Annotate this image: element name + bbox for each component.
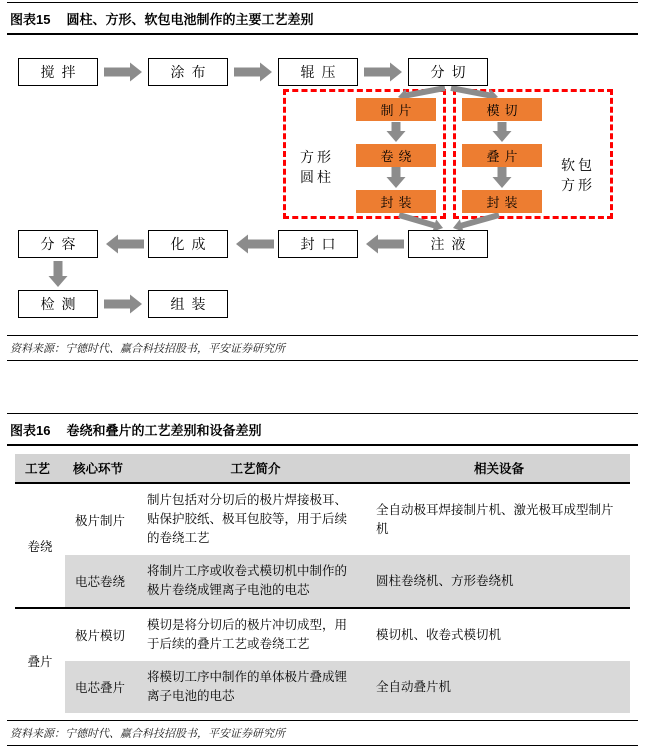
flow-node-stacking: 叠片 <box>462 144 542 167</box>
col-header-equipment: 相关设备 <box>368 454 630 483</box>
flow-node-encap-right: 封装 <box>462 190 542 213</box>
branch-label-line: 软包 <box>561 157 595 173</box>
table-row <box>15 555 630 608</box>
flow-node-inject: 注液 <box>408 230 488 258</box>
flow-node-tab-making: 制片 <box>356 98 436 121</box>
branch-label-line: 方形 <box>300 149 334 165</box>
flow-node-formation: 化成 <box>148 230 228 258</box>
cell-step: 极片模切 <box>75 629 126 643</box>
block-arrow-icon <box>387 167 406 188</box>
cell-equipment: 圆柱卷绕机、方形卷绕机 <box>368 555 630 608</box>
spacer <box>0 361 645 411</box>
figure16-tag: 图表16 <box>10 423 51 438</box>
flow-node-assembly: 组装 <box>148 290 228 318</box>
cell-step: 电芯叠片 <box>65 661 143 713</box>
cell-desc: 将模切工序中制作的单体极片叠成锂离子电池的电芯 <box>143 661 368 713</box>
process-flow-diagram <box>0 35 645 335</box>
figure16-title-bar <box>7 413 638 446</box>
cell-process-winding: 卷绕 <box>15 483 65 608</box>
block-arrow-icon <box>106 235 144 254</box>
branch-label-square-cylinder <box>292 147 342 187</box>
cell-equipment: 全自动叠片机 <box>368 661 630 713</box>
block-arrow-icon <box>366 235 404 254</box>
flow-node-roll: 辊压 <box>278 58 358 86</box>
col-header-process: 工艺 <box>15 454 65 483</box>
table-row <box>15 483 630 555</box>
report-page <box>0 2 645 740</box>
flow-node-seal: 封口 <box>278 230 358 258</box>
figure15-title-bar <box>7 2 638 35</box>
cell-step: 极片制片 <box>75 513 126 528</box>
block-arrow-icon <box>49 261 68 287</box>
col-header-intro: 工艺简介 <box>143 454 368 483</box>
figure15-tag: 图表15 <box>10 12 51 27</box>
block-arrow-icon <box>104 295 142 314</box>
block-arrow-icon <box>236 235 274 254</box>
cell-process-stacking: 叠片 <box>27 655 53 669</box>
figure16-source: 资料来源：宁德时代、赢合科技招股书，平安证券研究所 <box>7 720 638 746</box>
block-arrow-icon <box>493 167 512 188</box>
flow-node-coat: 涂布 <box>148 58 228 86</box>
cell-equipment: 模切机、收卷式模切机 <box>376 627 502 642</box>
table-row <box>15 608 630 661</box>
block-arrow-icon <box>493 122 512 142</box>
branch-label-pouch-square <box>553 155 603 195</box>
branch-label-line: 圆柱 <box>300 169 334 185</box>
flow-node-stir: 搅拌 <box>18 58 98 86</box>
table-row <box>15 661 630 713</box>
block-arrow-icon <box>234 63 272 82</box>
cell-equipment: 全自动极耳焊接制片机、激光极耳成型制片机 <box>376 502 614 536</box>
flow-node-grading: 分容 <box>18 230 98 258</box>
figure15-source: 资料来源：宁德时代、赢合科技招股书，平安证券研究所 <box>7 335 638 361</box>
block-arrow-icon <box>398 212 443 232</box>
col-header-core-step: 核心环节 <box>65 454 143 483</box>
process-comparison-table <box>15 454 630 713</box>
block-arrow-icon <box>387 122 406 142</box>
cell-desc: 制片包括对分切后的极片焊接极耳、贴保护胶纸、极耳包胶等，用于后续的卷绕工艺 <box>147 493 348 545</box>
block-arrow-icon <box>453 212 500 232</box>
branch-label-line: 方形 <box>561 177 595 193</box>
flow-node-die-cut: 模切 <box>462 98 542 121</box>
block-arrow-icon <box>364 63 402 82</box>
flow-node-testing: 检测 <box>18 290 98 318</box>
figure15-title: 圆柱、方形、软包电池制作的主要工艺差别 <box>66 12 314 27</box>
flow-node-slit: 分切 <box>408 58 488 86</box>
cell-desc: 将制片工序或收卷式模切机中制作的极片卷绕成锂离子电池的电芯 <box>143 555 368 608</box>
flow-node-winding: 卷绕 <box>356 144 436 167</box>
flow-node-encap-left: 封装 <box>356 190 436 213</box>
cell-step: 电芯卷绕 <box>65 555 143 608</box>
table-header-row <box>15 454 630 483</box>
block-arrow-icon <box>104 63 142 82</box>
cell-desc: 模切是将分切后的极片冲切成型，用于后续的叠片工艺或卷绕工艺 <box>147 618 348 651</box>
figure16-title: 卷绕和叠片的工艺差别和设备差别 <box>66 423 262 438</box>
